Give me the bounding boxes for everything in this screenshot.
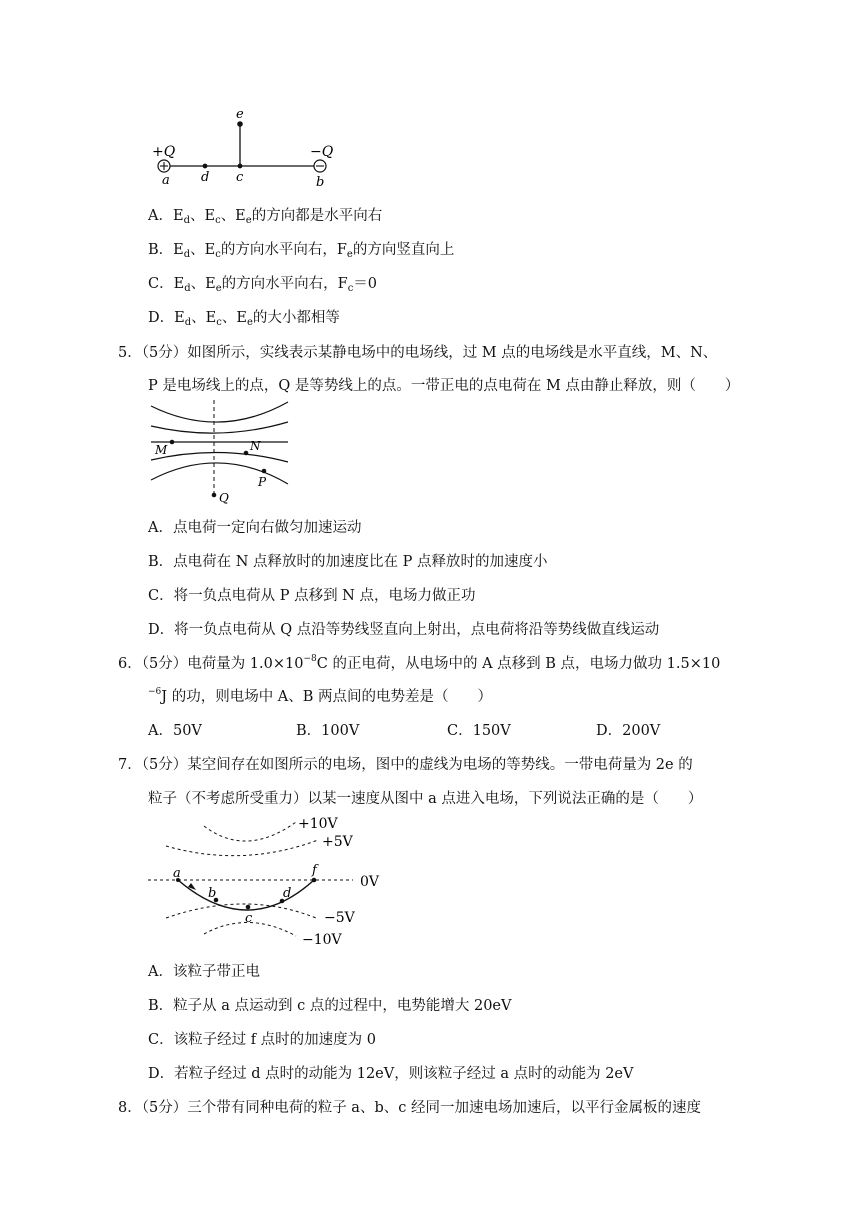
label-plus-10v: +10V bbox=[298, 816, 338, 832]
q4-option-d: D．$E_d$、$E_c$、$E_e$的大小都相等 bbox=[148, 310, 340, 328]
label-e: e bbox=[236, 107, 244, 122]
q7-option-d: D．若粒子经过 d 点时的动能为 12eV，则该粒子经过 a 点时的动能为 2eV bbox=[148, 1066, 634, 1082]
q5-stem-line2: P 是电场线上的点，Q 是等势线上的点。一带正电的点电荷在 M 点由静止释放，则（ ） bbox=[148, 378, 740, 394]
q4-figure bbox=[150, 104, 350, 192]
point-n bbox=[244, 451, 249, 456]
label-minus-10v: −10V bbox=[302, 932, 342, 948]
q6-stem-line1: 6．（5分）电荷量为 $1.0\times 10^{-8}C$ 的正电荷，从电场中的 A 点移到 B 点，电场力做功 1.5×10 bbox=[118, 654, 721, 672]
label-c: c bbox=[236, 170, 244, 185]
q6-stem-line2: $^{-6}$J 的功，则电场中 A、B 两点间的电势差是（ ） bbox=[148, 687, 493, 705]
label-n: N bbox=[250, 439, 261, 453]
label-minus-5v: −5V bbox=[324, 910, 355, 926]
q4-option-c: C．$E_d$、$E_e$的方向水平向右，$F_c=0$ bbox=[148, 276, 378, 294]
point-d bbox=[203, 164, 208, 169]
label-p: P bbox=[258, 475, 267, 489]
q5-option-d: D．将一负点电荷从 Q 点沿等势线竖直向上射出，点电荷将沿等势线做直线运动 bbox=[148, 622, 660, 638]
q8-stem-line1: 8．（5分）三个带有同种电荷的粒子 a、b、c 经同一加速电场加速后，以平行金属板的速度 bbox=[118, 1100, 701, 1116]
q5-option-c: C．将一负点电荷从 P 点移到 N 点，电场力做正功 bbox=[148, 588, 476, 604]
label-a: a bbox=[173, 866, 181, 881]
q7-figure bbox=[148, 810, 408, 950]
point-p bbox=[262, 469, 267, 474]
point-c bbox=[238, 164, 243, 169]
q5-option-a: A．点电荷一定向右做匀加速运动 bbox=[148, 520, 362, 536]
q7-option-b: B．粒子从 a 点运动到 c 点的过程中，电势能增大 20eV bbox=[148, 998, 512, 1014]
label-c: c bbox=[245, 911, 253, 926]
q5-option-b: B．点电荷在 N 点释放时的加速度比在 P 点释放时的加速度小 bbox=[148, 554, 548, 570]
q7-option-a: A．该粒子带正电 bbox=[148, 964, 260, 980]
point-f bbox=[312, 878, 317, 883]
label-minus-q: −Q bbox=[310, 144, 334, 160]
label-b: b bbox=[208, 886, 217, 901]
point-e bbox=[237, 121, 243, 127]
q7-stem-line2: 粒子（不考虑所受重力）以某一速度从图中 a 点进入电场，下列说法正确的是（ ） bbox=[148, 791, 703, 807]
label-q: Q bbox=[219, 491, 229, 505]
point-c bbox=[246, 905, 251, 910]
label-d: d bbox=[201, 170, 210, 185]
q4-option-a: A．$E_d$、$E_c$、$E_e$的方向都是水平向右 bbox=[148, 208, 383, 226]
q5-figure bbox=[148, 398, 298, 506]
label-m: M bbox=[155, 443, 168, 457]
q7-option-c: C．该粒子经过 f 点时的加速度为 0 bbox=[148, 1032, 377, 1048]
q6-option-c: C．150V bbox=[447, 723, 511, 739]
point-m bbox=[170, 440, 175, 445]
label-b: b bbox=[316, 175, 325, 190]
q6-option-d: D．200V bbox=[596, 723, 661, 739]
label-d: d bbox=[283, 886, 292, 901]
label-0v: 0V bbox=[360, 874, 380, 890]
q5-stem-line1: 5．（5分）如图所示，实线表示某静电场中的电场线，过 M 点的电场线是水平直线，M、N、 bbox=[118, 345, 718, 361]
q6-option-b: B．100V bbox=[296, 723, 360, 739]
q7-stem-line1: 7．（5分）某空间存在如图所示的电场，图中的虚线为电场的等势线。一带电荷量为 2e 的 bbox=[118, 757, 693, 773]
point-q bbox=[212, 493, 217, 498]
label-a: a bbox=[162, 173, 170, 188]
label-plus-q: +Q bbox=[152, 144, 176, 160]
label-f: f bbox=[312, 863, 317, 878]
label-plus-5v: +5V bbox=[322, 834, 353, 850]
q6-option-a: A．50V bbox=[148, 723, 202, 739]
q4-option-b: B．$E_d$、$E_c$的方向水平向右，$F_e$的方向竖直向上 bbox=[148, 242, 455, 260]
